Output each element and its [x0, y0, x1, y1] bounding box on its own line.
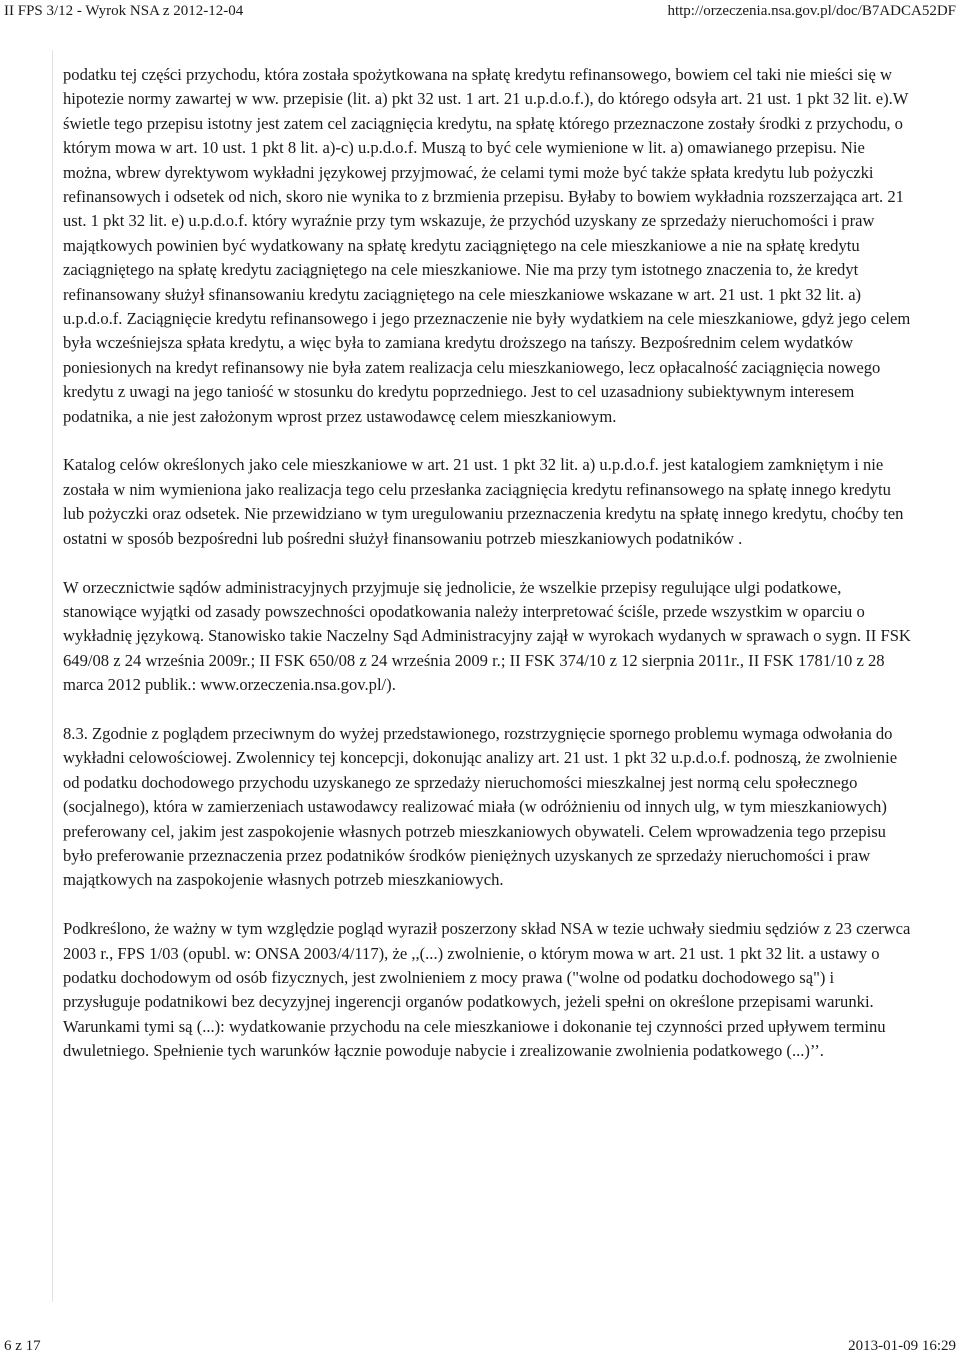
print-header-url: http://orzeczenia.nsa.gov.pl/doc/B7ADCA52DF — [667, 3, 956, 19]
paragraph-3: W orzecznictwie sądów administracyjnych przyjmuje się jednolicie, że wszelkie przepisy regulujące ulgi podatkowe, stanowiące wyjątki od zasady powszechności opodatkowania należy interpretować ściśle, przede wszystkim w oparciu o wykładnię językową. Stanowisko takie Naczelny Sąd Administracyjny zajął w wyrokach wydanych w sprawach o sygn. II FSK 649/08 z 24 września 2009r.; II FSK 650/08 z 24 września 2009 r.; II FSK 374/10 z 12 sierpnia 2011r., II FSK 1781/10 z 28 marca 2012 publik.: www.orzeczenia.nsa.gov.pl/). — [63, 577, 911, 695]
paragraph-2: Katalog celów określonych jako cele mieszkaniowe w art. 21 ust. 1 pkt 32 lit. a) u.p.d.o.f. jest katalogiem zamkniętym i nie została w nim wymieniona jako realizacja tego celu przesłanka zaciągnięcia kredytu refinansowego na spłatę innego kredytu lub pożyczki oraz odsetek. Nie przewidziano w tym uregulowaniu przeznaczenia kredytu na spłatę innego kredytu, choćby ten ostatni w sposób bezpośredni lub pośredni służył finansowaniu potrzeb mieszkaniowych podatników . — [63, 455, 904, 548]
print-footer-page-number: 6 z 17 — [4, 1338, 41, 1354]
paragraph-1: podatku tej części przychodu, która została spożytkowana na spłatę kredytu refinansowego, bowiem cel taki nie mieści się w hipotezie normy zawartej w ww. przepisie (lit. a) pkt 32 ust. 1 art. 21 u.p.d.o.f.), do którego odsyła art. 21 ust. 1 pkt 32 lit. e).W świetle tego przepisu istotny jest zatem cel zaciągnięcia kredytu, na spłatę którego przeznaczone zostały środki z przychodu, o którym mowa w art. 10 ust. 1 pkt 8 lit. a)-c) u.p.d.o.f. Muszą to być cele wymienione w lit. a) omawianego przepisu. Nie można, wbrew dyrektywom wykładni językowej przyjmować, że celami tymi może być także spłata kredytu lub pożyczki refinansowych i odsetek od nich, skoro nie wynika to z brzmienia przepisu. Byłaby to bowiem wykładnia rozszerzająca art. 21 ust. 1 pkt 32 lit. e) u.p.d.o.f. który wyraźnie przy tym wskazuje, że przychód uzyskany ze sprzedaży nieruchomości i praw majątkowych powinien być wydatkowany na spłatę kredytu zaciągniętego na cele mieszkaniowe a nie na spłatę kredytu zaciągniętego na spłatę kredytu zaciągniętego na cele mieszkaniowe. Nie ma przy tym istotnego znaczenia to, że kredyt refinansowany służył sfinansowaniu kredytu zaciągniętego na cele mieszkaniowe wskazane w art. 21 ust. 1 pkt 32 lit. a) u.p.d.o.f. Zaciągnięcie kredytu refinansowego i jego przeznaczenie nie były wydatkiem na cele mieszkaniowe, gdyż jego celem była wcześniejsza spłata kredytu, a więc była to zamiana kredytu droższego na tańszy. Bezpośrednim celem wydatków poniesionych na kredyt refinansowy nie była zatem realizacja celu mieszkaniowego, lecz opłacalność zaciągnięcia nowego kredytu z uwagi na jego taniość w stosunku do kredytu poprzedniego. Jest to cel uzasadniony subiektywnym interesem podatnika, a nie jest założonym wprost przez ustawodawcę celem mieszkaniowym. — [63, 65, 911, 426]
print-footer-timestamp: 2013-01-09 16:29 — [848, 1338, 956, 1354]
print-header-title: II FPS 3/12 - Wyrok NSA z 2012-12-04 — [4, 3, 244, 19]
document-body — [63, 63, 911, 1088]
paragraph-4: 8.3. Zgodnie z poglądem przeciwnym do wyżej przedstawionego, rozstrzygnięcie spornego problemu wymaga odwołania do wykładni celowościowej. Zwolennicy tej koncepcji, dokonując analizy art. 21 ust. 1 pkt 32 u.p.d.o.f. podnoszą, że zwolnienie od podatku dochodowego przychodu uzyskanego ze sprzedaży nieruchomości mieszkalnej jest normą celu społecznego (socjalnego), która w zamierzeniach ustawodawcy realizować miała (w odróżnieniu od innych ulg, w tym mieszkaniowych) preferowany cel, jakim jest zaspokojenie własnych potrzeb mieszkaniowych obywateli. Celem wprowadzenia tego przepisu było preferowanie przeznaczenia przez podatników środków pieniężnych uzyskanych ze sprzedaży nieruchomości i praw majątkowych na zaspokojenie własnych potrzeb mieszkaniowych. — [63, 723, 898, 890]
paragraph-5: Podkreślono, że ważny w tym względzie pogląd wyraził poszerzony skład NSA w tezie uchwały siedmiu sędziów z 23 czerwca 2003 r., FPS 1/03 (opubl. w: ONSA 2003/4/117), że ,,(...) zwolnienie, o którym mowa w art. 21 ust. 1 pkt 32 lit. a ustawy o podatku dochodowym od osób fizycznych, jest zwolnieniem z mocy prawa ("wolne od podatku dochodowego są") i przysługuje podatnikowi bez decyzyjnej ingerencji organów podatkowych, jeżeli spełni on określone przepisami warunki. Warunkami tymi są (...): wydatkowanie przychodu na cele mieszkaniowe i dokonanie tej czynności przed upływem terminu dwuletniego. Spełnienie tych warunków łącznie powoduje nabycie i zrealizowanie zwolnienia podatkowego (...)’’. — [63, 919, 911, 1061]
